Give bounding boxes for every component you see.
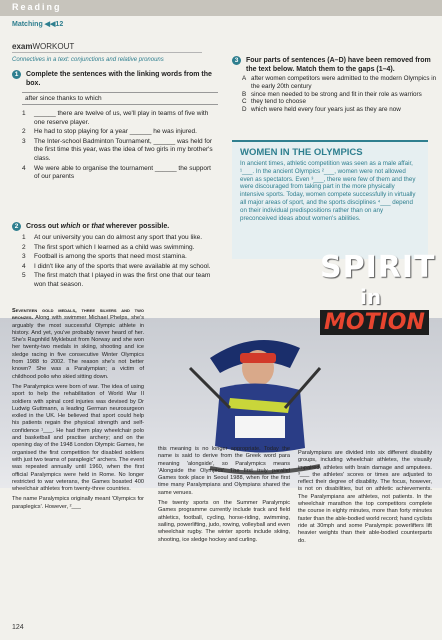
option-text: after women competitors were admitted to the modern Olympics in the early 20th century: [251, 75, 437, 90]
item-text: ______ there are twelve of us, we'll play in teams of five with one reserve player.: [34, 110, 209, 126]
list-item: [22, 263, 217, 272]
item-text: We were able to organise the tournament ______ the support of our parents: [34, 164, 211, 181]
paragraph: The twenty sports on the Summer Paralympic Games programme currently include track and field athletics, football, cycling, horse-riding, swimming, sailing, powerlifting, judo, rowing, volleyball and even wheelchair rugby. The winter sports include skiing, shooting, ice sledge hockey and curling.: [158, 500, 290, 543]
item-text: I didn't like any of the sports that were available at my school.: [34, 262, 211, 270]
item-text: Football is among the sports that need most stamina.: [34, 253, 187, 261]
item-number: 2: [22, 243, 26, 251]
item-number: 3: [22, 137, 26, 145]
exercise-number: 1: [12, 70, 21, 79]
section-title: Reading: [12, 2, 62, 12]
item-number: 1: [22, 110, 26, 117]
title-in: in: [360, 285, 382, 309]
exam-workout-bold: exam: [12, 42, 33, 51]
paragraph: [12, 308, 144, 381]
title-motion: MOTION: [320, 310, 429, 335]
list-item: [22, 234, 217, 243]
exam-workout-rest: WORKOUT: [32, 42, 75, 51]
item-number: 5: [22, 272, 26, 280]
workout-subtitle: Connectives in a text: conjunctions and relative pronouns: [12, 57, 164, 63]
item-number: 3: [22, 253, 26, 261]
item-text: The first sport which I learned as a child was swimming.: [34, 243, 195, 251]
paragraph: Paralympians are divided into six different disability groups, including wheelchair athletes, the visually impaired, athletes with brain damage and amputees. ³___ the athletes' scores or times are adjusted to reflect their degree of disability. The focus, however, is not on disabilities, but on athletic achievements. The Paralympians are athletes, not patients. In the wheelchair marathon the top competitors complete the course in eighty minutes, more than forty minutes faster than the able-bodied world record; hand cyclists ride at 30mph and some Paralympic powerlifters lift heavier weights than their able-bodied counterparts do.: [298, 450, 433, 544]
option-item: [242, 75, 437, 91]
item-number: 4: [22, 164, 26, 172]
item-text: He had to stop playing for a year ______ he was injured.: [34, 128, 197, 136]
list-item: [22, 272, 217, 289]
instruction-part: wherever possible.: [104, 223, 170, 230]
women-olympics-box: [232, 140, 428, 259]
instruction-italic: which: [60, 223, 81, 230]
exercise-3-options: [242, 75, 437, 114]
box-title: WOMEN IN THE OLYMPICS: [240, 147, 363, 158]
item-text: The first match that I played in was the first one that our team won that season.: [34, 272, 211, 288]
option-item: [242, 106, 437, 114]
paragraph-text: Along with swimmer Michael Phelps, she's arguably the most successful Olympic athlete in history. And yet, you've probably never heard of her. She's Ragnhild Myklebust from Norway and she won her twenty-two medals in skiing, shooting and ice sledge racing in five consecutive Winter Olympics from 1988 to 2002. The reason she's not better known? She was a Paralympian; a victim of childhood polio who skied sitting down.: [12, 315, 144, 380]
item-text: The Inter-school Badminton Tournament, ______ was held for the first time this year, was the idea of two girls in my brother's class.: [34, 137, 213, 162]
exercise-1-instruction: [12, 70, 212, 88]
page-number: 124: [12, 624, 24, 631]
item-number: 2: [22, 128, 26, 136]
linking-words-box: after since thanks to which: [22, 92, 218, 105]
divider: [12, 52, 202, 53]
item-number: 4: [22, 262, 26, 270]
option-text: since men needed to be strong and fit in their role as warriors: [251, 90, 422, 98]
instruction-italic: that: [91, 223, 105, 230]
option-text: which were held every four years just as they are now: [251, 106, 401, 114]
title-spirit: SPIRIT: [320, 250, 436, 285]
matching-reference: Matching ◀◀12: [12, 21, 64, 28]
lead-text: Seventeen gold medals, three silvers and two bronzes.: [12, 308, 144, 322]
option-letter: A: [242, 75, 247, 82]
option-item: [242, 98, 437, 106]
option-text: they tend to choose: [251, 98, 306, 106]
exercise-2-list: [22, 234, 217, 291]
instruction-text: Four parts of sentences (A–D) have been removed from the text below. Match them to the gaps (1–4).: [246, 57, 431, 73]
paragraph: The Paralympics were born of war. The idea of using sport to help the rehabilitation of World War II soldiers with spinal cord injuries was devised by Dr Ludwig Guttmann, a leading German neurosurgeon exiled in the UK. He believed that sport could help his patients regain the physical strength and self-confidence ¹___. He had them play wheelchair polo and basketball and practise archery; and on the opening day of the 1948 London Olympic Games, he organised the first competition for disabled soldiers with just two teams of paraplegic* archers. The event was repeated annually until 1960, when the first official Paralympics were held in Rome. No longer restricted to war veterans, the Games boasted 400 wheelchair athletes from twenty-three countries.: [12, 383, 144, 493]
exercise-number: 2: [12, 222, 21, 231]
list-item: [22, 165, 217, 182]
option-letter: C: [242, 98, 247, 106]
list-item: [22, 253, 217, 262]
instruction-text: [26, 222, 212, 231]
list-item: [22, 244, 217, 253]
list-item: [22, 110, 217, 127]
instruction-part: Cross out: [26, 223, 61, 230]
exercise-number: 3: [232, 56, 241, 65]
option-item: [242, 91, 437, 99]
item-text: At our university you can do almost any sport that you like.: [34, 234, 203, 241]
exercise-2-instruction: [12, 222, 212, 231]
section-header-bar: [0, 0, 442, 16]
article-column-3: [298, 450, 432, 548]
paragraph: this meaning is no longer appropriate. Today the name is said to derive from the Greek word para meaning 'alongside', so Paralympics means 'Alongside the Olympics'. The first truly parallel Games took place in Seoul 1988, when for the first time many Paralympians and Olympians shared the same venues.: [158, 446, 290, 496]
box-text: In ancient times, athletic competition was seen as a male affair, ¹___. In the ancient Olympics ²___, women were not allowed even as spectators. Even ³___, there were few of them and they were discouraged from taking part in the more physically intensive sports. Today, women compete successfully in virtually all major areas of sport, and the sports disciplines ⁴___ depend on their individual predispositions rather than on any preconceived ideas about women's abilities.: [240, 160, 416, 222]
list-item: [22, 138, 217, 164]
option-letter: D: [242, 106, 247, 114]
paragraph: The name Paralympics originally meant 'Olympics for paraplegics'. However, ²___: [12, 496, 144, 510]
instruction-text: Complete the sentences with the linking words from the box.: [26, 71, 212, 87]
exercise-3-instruction: [232, 56, 432, 74]
exam-workout-heading: [12, 42, 74, 51]
article-column-1: [12, 308, 144, 514]
item-number: 1: [22, 234, 26, 241]
list-item: [22, 128, 217, 137]
instruction-part: or: [80, 223, 92, 230]
exercise-1-list: [22, 110, 217, 183]
article-column-2: [158, 446, 290, 547]
option-letter: B: [242, 90, 247, 98]
